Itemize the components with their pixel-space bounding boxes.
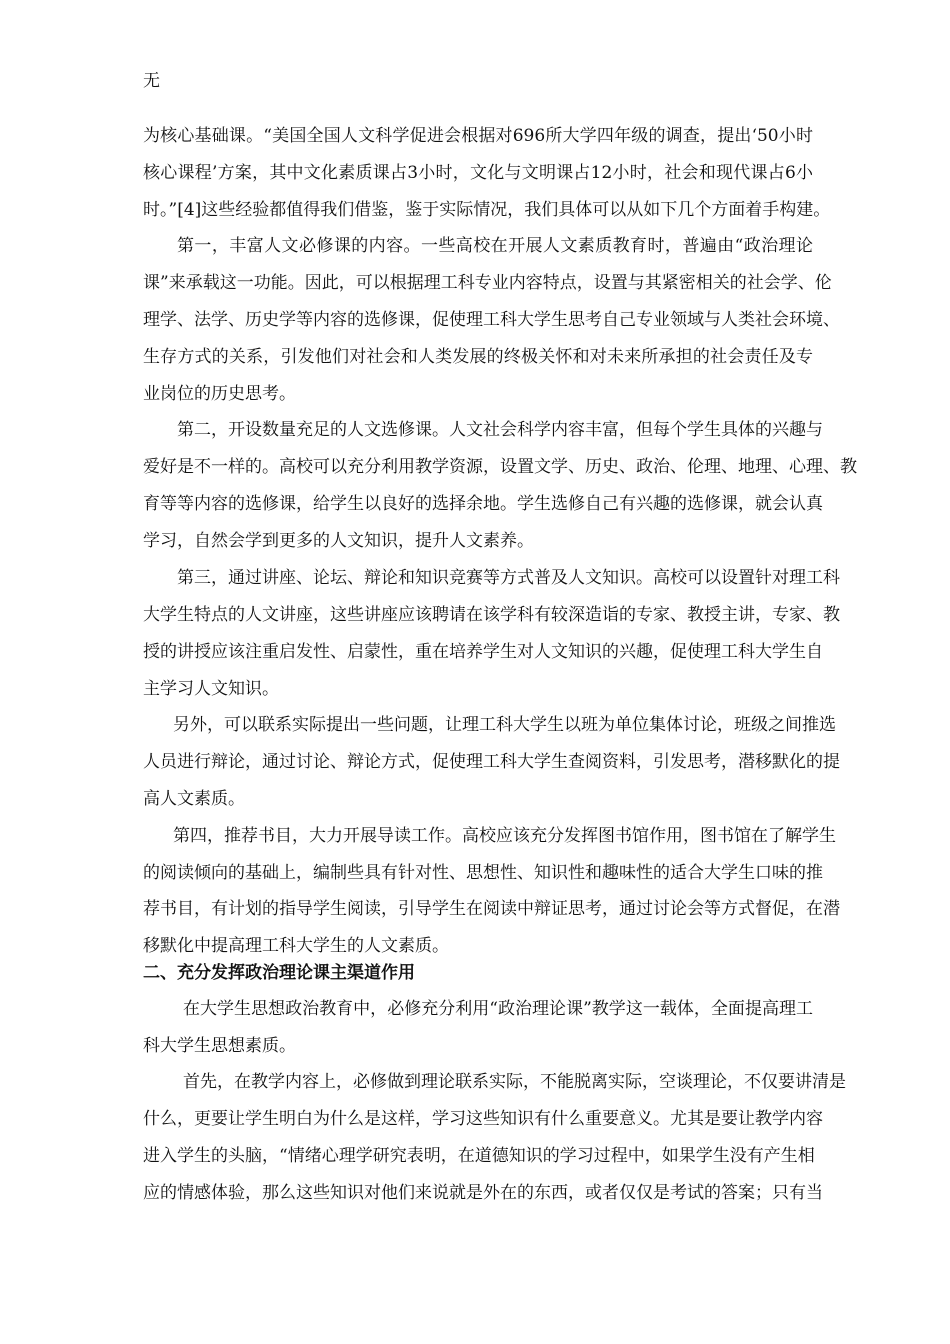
text-line: 课”来承载这一功能。因此，可以根据理工科专业内容特点，设置与其紧密相关的社会学、伦 xyxy=(143,273,832,293)
page-header: 无 xyxy=(143,71,160,91)
text-line: 为核心基础课。“美国全国人文科学促进会根据对696所大学四年级的调查，提出‘50小时 xyxy=(143,126,813,146)
text-line: 第三，通过讲座、论坛、辩论和知识竞赛等方式普及人文知识。高校可以设置针对理工科 xyxy=(177,568,840,588)
text-line: 业岗位的历史思考。 xyxy=(143,384,296,404)
text-line: 在大学生思想政治教育中，必修充分利用“政治理论课”教学这一载体，全面提高理工 xyxy=(183,999,813,1019)
text-line: 荐书目，有计划的指导学生阅读，引导学生在阅读中辩证思考，通过讨论会等方式督促，在潜 xyxy=(143,899,840,919)
text-line: 第四，推荐书目，大力开展导读工作。高校应该充分发挥图书馆作用，图书馆在了解学生 xyxy=(173,826,836,846)
text-line: 育等等内容的选修课，给学生以良好的选择余地。学生选修自己有兴趣的选修课，就会认真 xyxy=(143,494,823,514)
text-line: 移默化中提高理工科大学生的人文素质。 xyxy=(143,936,449,956)
text-line: 科大学生思想素质。 xyxy=(143,1036,296,1056)
text-line: 大学生特点的人文讲座，这些讲座应该聘请在该学科有较深造诣的专家、教授主讲，专家、教 xyxy=(143,605,840,625)
text-line: 高人文素质。 xyxy=(143,789,245,809)
text-line: 理学、法学、历史学等内容的选修课，促使理工科大学生思考自己专业领域与人类社会环境、 xyxy=(143,310,840,330)
text-line: 进入学生的头脑，“情绪心理学研究表明，在道德知识的学习过程中，如果学生没有产生相 xyxy=(143,1146,815,1166)
text-line: 的阅读倾向的基础上，编制些具有针对性、思想性、知识性和趣味性的适合大学生口味的推 xyxy=(143,863,823,883)
text-line: 爱好是不一样的。高校可以充分利用教学资源，设置文学、历史、政治、伦理、地理、心理、教 xyxy=(143,457,857,477)
text-line: 人员进行辩论，通过讨论、辩论方式，促使理工科大学生查阅资料，引发思考，潜移默化的提 xyxy=(143,752,840,772)
section-heading: 二、充分发挥政治理论课主渠道作用 xyxy=(143,963,415,983)
text-line: 第二，开设数量充足的人文选修课。人文社会科学内容丰富，但每个学生具体的兴趣与 xyxy=(177,420,823,440)
text-line: 时。”[4]这些经验都值得我们借鉴，鉴于实际情况，我们具体可以从如下几个方面着手构建。 xyxy=(143,200,831,220)
text-line: 应的情感体验，那么这些知识对他们来说就是外在的东西，或者仅仅是考试的答案；只有当 xyxy=(143,1183,823,1203)
text-line: 另外，可以联系实际提出一些问题，让理工科大学生以班为单位集体讨论，班级之间推选 xyxy=(173,715,836,735)
text-line: 学习，自然会学到更多的人文知识，提升人文素养。 xyxy=(143,531,534,551)
text-line: 生存方式的关系，引发他们对社会和人类发展的终极关怀和对未来所承担的社会责任及专 xyxy=(143,347,813,367)
text-line: 首先，在教学内容上，必修做到理论联系实际，不能脱离实际，空谈理论，不仅要讲清是 xyxy=(183,1072,846,1092)
text-line: 核心课程’方案，其中文化素质课占3小时，文化与文明课占12小时，社会和现代课占6小 xyxy=(143,163,813,183)
text-line: 授的讲授应该注重启发性、启蒙性，重在培养学生对人文知识的兴趣，促使理工科大学生自 xyxy=(143,642,823,662)
text-line: 主学习人文知识。 xyxy=(143,679,279,699)
text-line: 第一，丰富人文必修课的内容。一些高校在开展人文素质教育时，普遍由“政治理论 xyxy=(177,236,813,256)
text-line: 什么，更要让学生明白为什么是这样，学习这些知识有什么重要意义。尤其是要让教学内容 xyxy=(143,1109,823,1129)
